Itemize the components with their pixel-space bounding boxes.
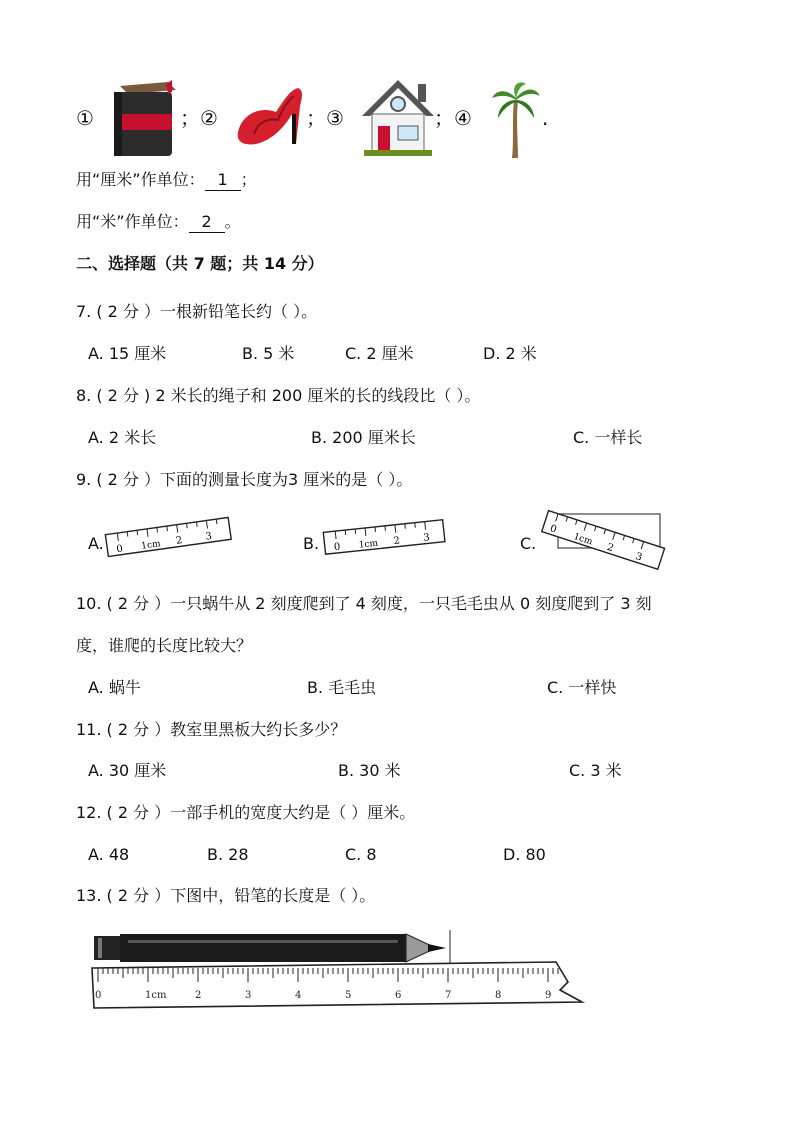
q10-option-c: C. 一样快 xyxy=(547,678,617,697)
q8-option-a: A. 2 米长 xyxy=(88,428,157,447)
m-answer: 2 xyxy=(189,212,225,233)
ruler-label: 5 xyxy=(345,990,352,1001)
ruler-a-label-unit: 1cm xyxy=(140,539,162,552)
question-10-stem-line1: 10. ( 2 分 ）一只蜗牛从 2 刻度爬到了 4 刻度，一只毛毛虫从 0 刻度爬到了 3 刻 xyxy=(76,594,652,613)
ruler-label: 1cm xyxy=(145,990,167,1001)
question-9-stem: 9. ( 2 分 ）下面的测量长度为3 厘米的是（ ）。 xyxy=(76,470,413,489)
q7-option-a: A. 15 厘米 xyxy=(88,344,167,363)
house-icon xyxy=(360,76,436,158)
label-4: ；④ xyxy=(434,106,472,130)
ruler-a-figure xyxy=(100,512,236,558)
question-8-stem: 8. ( 2 分 ) 2 米长的绳子和 200 厘米的长的线段比（ ）。 xyxy=(76,386,481,405)
ruler-label: 4 xyxy=(295,990,302,1001)
m-line xyxy=(76,212,241,233)
q12-option-b: B. 28 xyxy=(207,845,249,864)
q7-option-d: D. 2 米 xyxy=(483,344,537,363)
question-7-stem: 7. ( 2 分 ）一根新铅笔长约（ ）。 xyxy=(76,302,318,321)
q9-option-a: A. xyxy=(88,534,104,553)
section-title: 二、选择题（共 7 题；共 14 分） xyxy=(76,254,324,273)
q12-option-c: C. 8 xyxy=(345,845,377,864)
m-line-prefix: 用“米”作单位： xyxy=(76,212,189,231)
ruler-c-label-2: 2 xyxy=(605,541,615,555)
q8-option-c: C. 一样长 xyxy=(573,428,643,447)
ruler-label: 9 xyxy=(545,990,552,1001)
pencil-ruler-figure xyxy=(88,926,588,1016)
ruler-b-label-0: 0 xyxy=(333,541,341,554)
q7-option-b: B. 5 米 xyxy=(242,344,295,363)
cm-line-prefix: 用“厘米”作单位： xyxy=(76,170,205,189)
m-line-suffix: 。 xyxy=(224,212,241,231)
q9-option-c: C. xyxy=(520,534,537,553)
q8-option-b: B. 200 厘米长 xyxy=(311,428,416,447)
high-heels-icon xyxy=(232,84,306,148)
q7-option-c: C. 2 厘米 xyxy=(345,344,414,363)
ruler-b-label-2: 2 xyxy=(393,535,401,547)
question-10-stem-line2: 度，谁爬的长度比较大？ xyxy=(76,636,253,655)
ruler-b-label-3: 3 xyxy=(422,532,431,544)
ruler-a-label-0: 0 xyxy=(115,543,124,556)
cm-line-suffix: ； xyxy=(240,170,257,189)
question-13-stem: 13. ( 2 分 ）下图中，铅笔的长度是（ ）。 xyxy=(76,886,376,905)
ruler-label: 7 xyxy=(445,990,452,1001)
question-12-stem: 12. ( 2 分 ）一部手机的宽度大约是（ ）厘米。 xyxy=(76,803,416,822)
label-1: ① xyxy=(76,106,94,130)
ruler-c-label-unit: 1cm xyxy=(572,531,594,548)
ruler-label: 8 xyxy=(495,990,502,1001)
ruler-b-figure xyxy=(318,514,450,558)
q11-option-a: A. 30 厘米 xyxy=(88,761,167,780)
q10-option-b: B. 毛毛虫 xyxy=(307,678,377,697)
ruler-label: 3 xyxy=(245,990,252,1001)
label-end: . xyxy=(542,106,549,130)
ruler-a-label-2: 2 xyxy=(175,535,184,547)
ruler-b-label-unit: 1cm xyxy=(358,538,379,551)
q12-option-d: D. 80 xyxy=(503,845,546,864)
q9-option-b: B. xyxy=(303,534,320,553)
q11-option-b: B. 30 米 xyxy=(338,761,401,780)
ruler-c-label-0: 0 xyxy=(548,523,558,536)
palm-tree-icon xyxy=(492,80,540,160)
q11-option-c: C. 3 米 xyxy=(569,761,622,780)
label-3: ；③ xyxy=(306,106,344,130)
q12-option-a: A. 48 xyxy=(88,845,130,864)
cm-line xyxy=(76,170,257,191)
ruler-label: 2 xyxy=(195,990,202,1001)
ruler-label: 0 xyxy=(95,990,102,1001)
ruler-label: 6 xyxy=(395,990,402,1001)
question-11-stem: 11. ( 2 分 ）教室里黑板大约长多少？ xyxy=(76,720,347,739)
ruler-c-label-3: 3 xyxy=(634,551,644,564)
q10-option-a: A. 蜗牛 xyxy=(88,678,141,697)
book-icon xyxy=(106,80,178,158)
cm-answer: 1 xyxy=(205,170,241,191)
ruler-a-label-3: 3 xyxy=(204,530,213,543)
label-2: ；② xyxy=(180,106,218,130)
ruler-c-figure xyxy=(536,504,666,578)
